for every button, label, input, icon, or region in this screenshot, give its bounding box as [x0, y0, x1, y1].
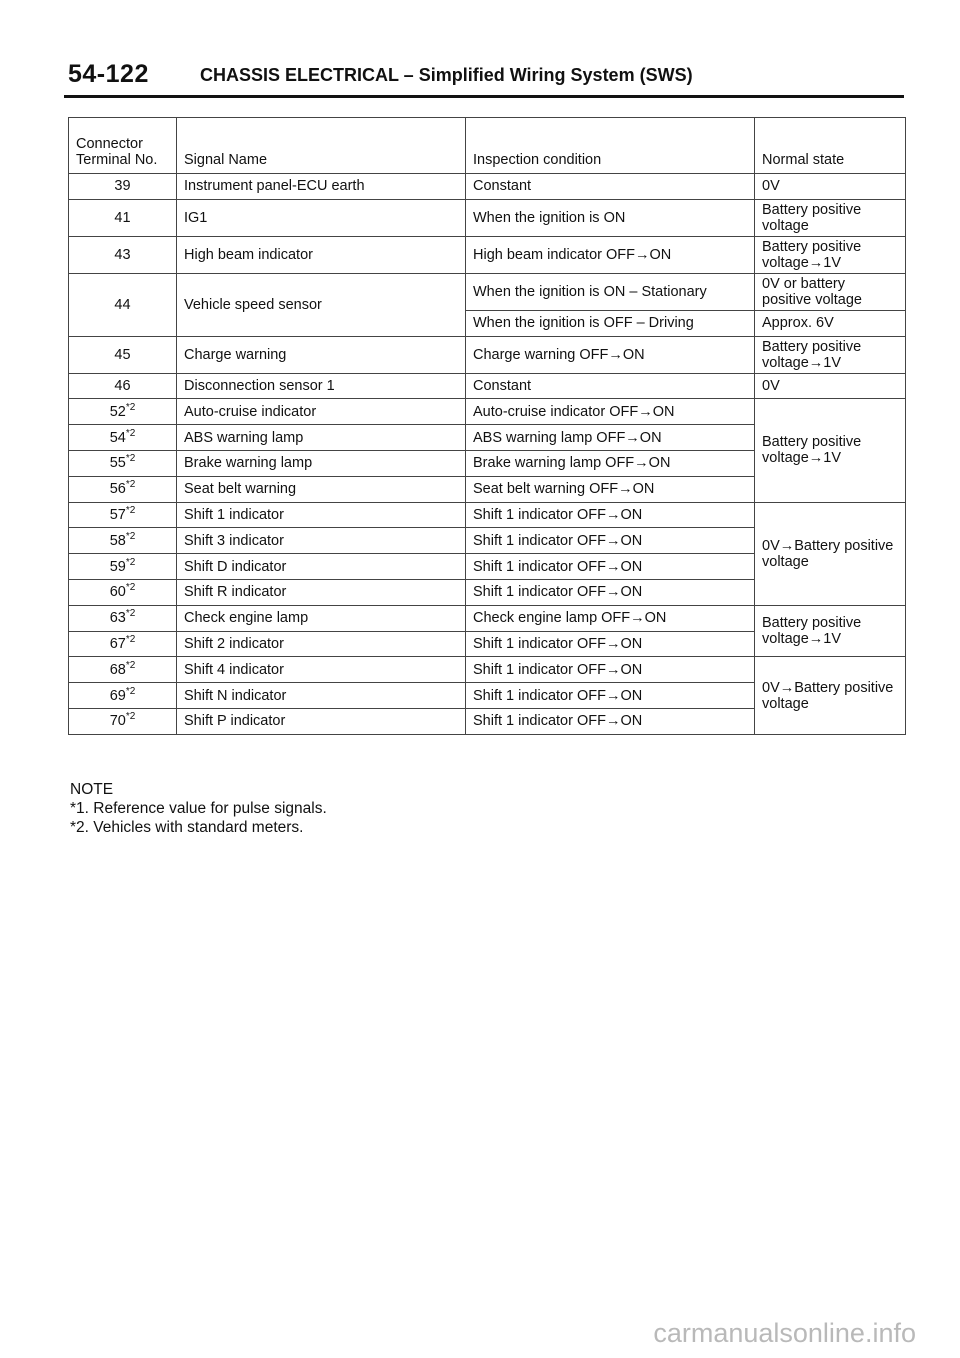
signal-cell: Auto-cruise indicator — [177, 399, 466, 425]
terminal-cell: 67$^{*2}$ — [69, 631, 177, 657]
normal-merged-cell: Battery positive voltage→1V — [755, 399, 906, 502]
note-item: *2. Vehicles with standard meters. — [70, 819, 304, 836]
terminal-cell: 41 — [69, 199, 177, 236]
condition-cell: Check engine lamp OFF→ON — [466, 605, 755, 631]
table-row — [69, 373, 906, 399]
col-header-normal: Normal state — [755, 118, 906, 174]
table-row — [69, 657, 906, 683]
condition-cell: ABS warning lamp OFF→ON — [466, 425, 755, 451]
normal-cell: Battery positive voltage — [755, 199, 906, 236]
table-row — [69, 273, 906, 310]
table-row — [69, 336, 906, 373]
signal-cell: Brake warning lamp — [177, 450, 466, 476]
signal-cell: Vehicle speed sensor — [177, 273, 466, 336]
page-title: CHASSIS ELECTRICAL – Simplified Wiring System (SWS) — [200, 65, 693, 85]
normal-cell: Battery positive voltage→1V — [755, 336, 906, 373]
signal-cell: ABS warning lamp — [177, 425, 466, 451]
condition-cell: Shift 1 indicator OFF→ON — [466, 708, 755, 734]
header-rule — [64, 95, 904, 98]
signal-cell: Shift R indicator — [177, 579, 466, 605]
signal-cell: Seat belt warning — [177, 476, 466, 502]
condition-cell: Shift 1 indicator OFF→ON — [466, 502, 755, 528]
col-header-condition: Inspection condition — [466, 118, 755, 174]
signal-cell: IG1 — [177, 199, 466, 236]
table-row — [69, 236, 906, 273]
terminal-cell: 54$^{*2}$ — [69, 425, 177, 451]
table-header-row — [69, 118, 906, 174]
terminal-cell: 59$^{*2}$ — [69, 554, 177, 580]
signal-cell: Shift P indicator — [177, 708, 466, 734]
terminal-cell: 60$^{*2}$ — [69, 579, 177, 605]
normal-cell: 0V — [755, 373, 906, 399]
watermark: carmanualsonline.info — [653, 1318, 916, 1348]
terminal-cell: 52$^{*2}$ — [69, 399, 177, 425]
table-row — [69, 605, 906, 631]
normal-cell: 0V or battery positive voltage — [755, 273, 906, 310]
condition-cell: When the ignition is OFF – Driving — [466, 310, 755, 336]
signal-cell: Shift 3 indicator — [177, 528, 466, 554]
signal-cell: Shift 4 indicator — [177, 657, 466, 683]
terminal-cell: 44 — [69, 273, 177, 336]
terminal-cell: 57$^{*2}$ — [69, 502, 177, 528]
table-row — [69, 199, 906, 236]
notes-heading: NOTE — [70, 781, 114, 798]
terminal-spec-table — [68, 117, 906, 735]
signal-cell: Disconnection sensor 1 — [177, 373, 466, 399]
condition-cell: High beam indicator OFF→ON — [466, 236, 755, 273]
normal-cell: 0V — [755, 174, 906, 200]
note-item: *1. Reference value for pulse signals. — [70, 800, 327, 817]
condition-cell: Shift 1 indicator OFF→ON — [466, 631, 755, 657]
condition-cell: When the ignition is ON – Stationary — [466, 273, 755, 310]
terminal-cell: 68$^{*2}$ — [69, 657, 177, 683]
page-number: 54-122 — [68, 60, 149, 88]
signal-cell: Shift N indicator — [177, 683, 466, 709]
normal-cell: Approx. 6V — [755, 310, 906, 336]
terminal-cell: 63$^{*2}$ — [69, 605, 177, 631]
signal-cell: Shift 1 indicator — [177, 502, 466, 528]
normal-cell: Battery positive voltage→1V — [755, 236, 906, 273]
table-row — [69, 174, 906, 200]
condition-cell: Shift 1 indicator OFF→ON — [466, 528, 755, 554]
condition-cell: Shift 1 indicator OFF→ON — [466, 657, 755, 683]
signal-cell: Check engine lamp — [177, 605, 466, 631]
normal-merged-cell: 0V→Battery positive voltage — [755, 657, 906, 734]
signal-cell: Shift D indicator — [177, 554, 466, 580]
col-header-signal: Signal Name — [177, 118, 466, 174]
condition-cell: Constant — [466, 373, 755, 399]
notes-section — [70, 780, 327, 837]
terminal-cell: 55$^{*2}$ — [69, 450, 177, 476]
col-header-terminal: Connector Terminal No. — [69, 118, 177, 174]
page-header — [68, 60, 906, 98]
condition-cell: Constant — [466, 174, 755, 200]
condition-cell: When the ignition is ON — [466, 199, 755, 236]
condition-cell: Seat belt warning OFF→ON — [466, 476, 755, 502]
terminal-cell: 45 — [69, 336, 177, 373]
condition-cell: Shift 1 indicator OFF→ON — [466, 579, 755, 605]
signal-cell: Charge warning — [177, 336, 466, 373]
condition-cell: Shift 1 indicator OFF→ON — [466, 554, 755, 580]
normal-merged-cell: 0V→Battery positive voltage — [755, 502, 906, 605]
terminal-cell: 43 — [69, 236, 177, 273]
terminal-cell: 39 — [69, 174, 177, 200]
terminal-cell: 70$^{*2}$ — [69, 708, 177, 734]
condition-cell: Charge warning OFF→ON — [466, 336, 755, 373]
terminal-cell: 56$^{*2}$ — [69, 476, 177, 502]
terminal-cell: 58$^{*2}$ — [69, 528, 177, 554]
signal-cell: Instrument panel-ECU earth — [177, 174, 466, 200]
signal-cell: Shift 2 indicator — [177, 631, 466, 657]
condition-cell: Shift 1 indicator OFF→ON — [466, 683, 755, 709]
normal-merged-cell: Battery positive voltage→1V — [755, 605, 906, 657]
terminal-cell: 69$^{*2}$ — [69, 683, 177, 709]
terminal-cell: 46 — [69, 373, 177, 399]
signal-cell: High beam indicator — [177, 236, 466, 273]
table-row — [69, 502, 906, 528]
table-row — [69, 399, 906, 425]
condition-cell: Brake warning lamp OFF→ON — [466, 450, 755, 476]
condition-cell: Auto-cruise indicator OFF→ON — [466, 399, 755, 425]
